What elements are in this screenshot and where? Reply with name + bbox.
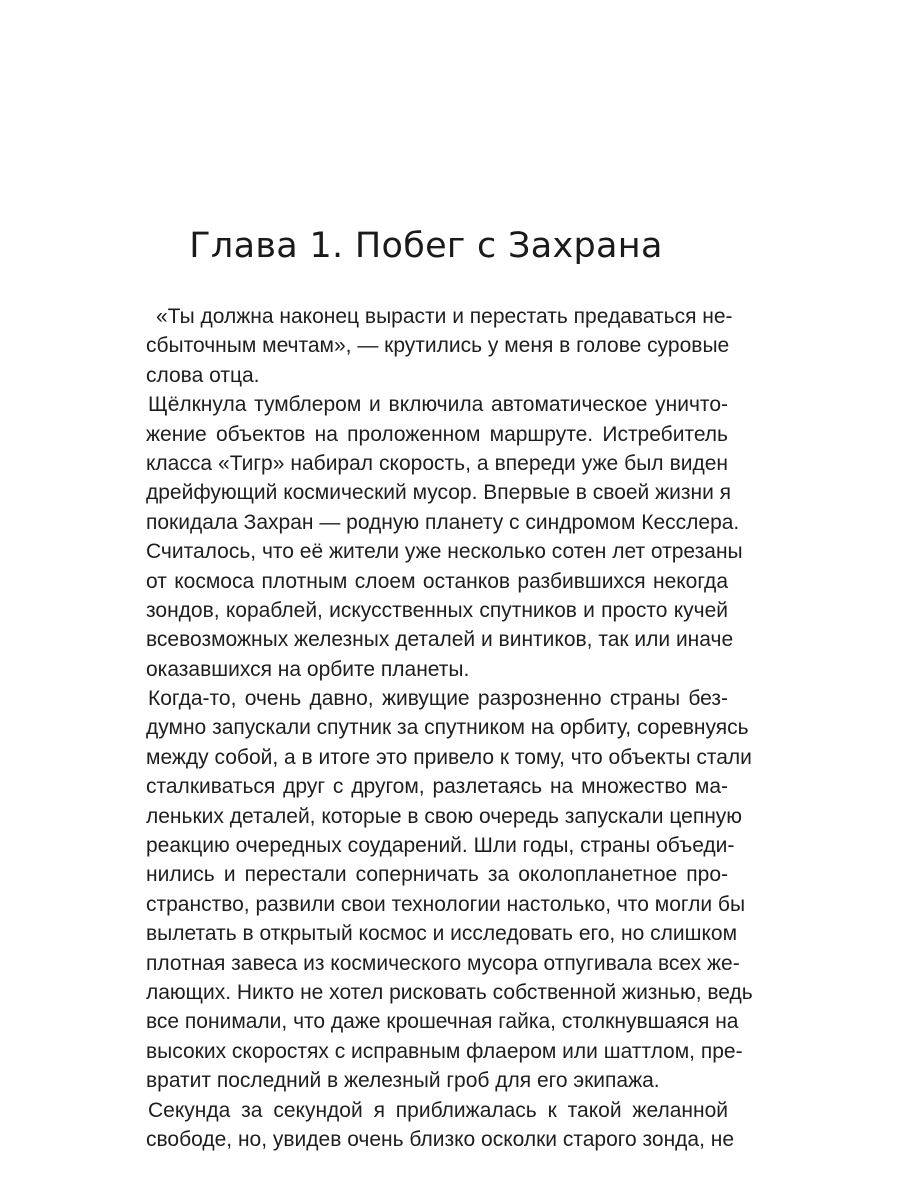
text-line: дрейфующий космический мусор. Впервые в своей жизни я <box>146 481 732 505</box>
text-line: всевозможных железных деталей и винтиков, так или иначе <box>146 628 734 652</box>
text-line: слова отца. <box>146 363 260 387</box>
text-line: Когда-то, очень давно, живущие разрозненно страны без- <box>148 687 728 711</box>
text-line: лающих. Никто не хотел рисковать собственной жизнью, ведь <box>146 980 753 1004</box>
text-line: реакцию очередных соударений. Шли годы, страны объеди- <box>146 834 735 858</box>
text-line: от космоса плотным слоем останков разбившихся некогда <box>146 569 728 593</box>
text-line: покидала Захран — родную планету с синдромом Кесслера. <box>146 510 740 534</box>
text-line: зондов, кораблей, искусственных спутников и просто кучей <box>146 598 728 622</box>
chapter-body <box>146 302 753 1154</box>
text-line: Секунда за секундой я приближалась к такой желанной <box>148 1098 728 1122</box>
text-line: Считалось, что её жители уже несколько сотен лет отрезаны <box>146 540 743 564</box>
text-line: «Ты должна наконец вырасти и перестать предаваться не- <box>156 305 733 328</box>
text-line: леньких деталей, которые в свою очередь запускали цепную <box>146 804 743 828</box>
text-line: высоких скоростях с исправным флаером или шаттлом, пре- <box>146 1039 743 1063</box>
text-line: Щёлкнула тумблером и включила автоматическое уничто- <box>148 393 728 417</box>
text-line: все понимали, что даже крошечная гайка, столкнувшаяся на <box>146 1010 739 1034</box>
text-line: между собой, а в итоге это привело к тому, что объекты стали <box>146 745 752 769</box>
text-line: нились и перестали соперничать за околопланетное про- <box>146 863 728 887</box>
chapter-title: Глава 1. Побег с Захрана <box>189 226 663 266</box>
text-line: вылетать в открытый космос и исследовать его, но слишком <box>146 922 738 946</box>
text-line: сбыточным мечтам», — крутились у меня в голове суровые <box>146 334 730 358</box>
text-line: думно запускали спутник за спутником на орбиту, соревнуясь <box>146 716 749 740</box>
text-line: странство, развили свои технологии настолько, что могли бы <box>146 892 746 916</box>
text-line: свободе, но, увидев очень близко осколки старого зонда, не <box>146 1127 735 1151</box>
text-line: плотная завеса из космического мусора отпугивала всех же- <box>146 951 740 975</box>
text-line: вратит последний в железный гроб для его экипажа. <box>146 1069 660 1093</box>
text-line: класса «Тигр» набирал скорость, а впереди уже был виден <box>146 451 728 475</box>
text-line: оказавшихся на орбите планеты. <box>146 657 470 681</box>
text-line: сталкиваться друг с другом, разлетаясь на множество ма- <box>146 775 728 799</box>
text-line: жение объектов на проложенном маршруте. Истребитель <box>146 422 728 446</box>
